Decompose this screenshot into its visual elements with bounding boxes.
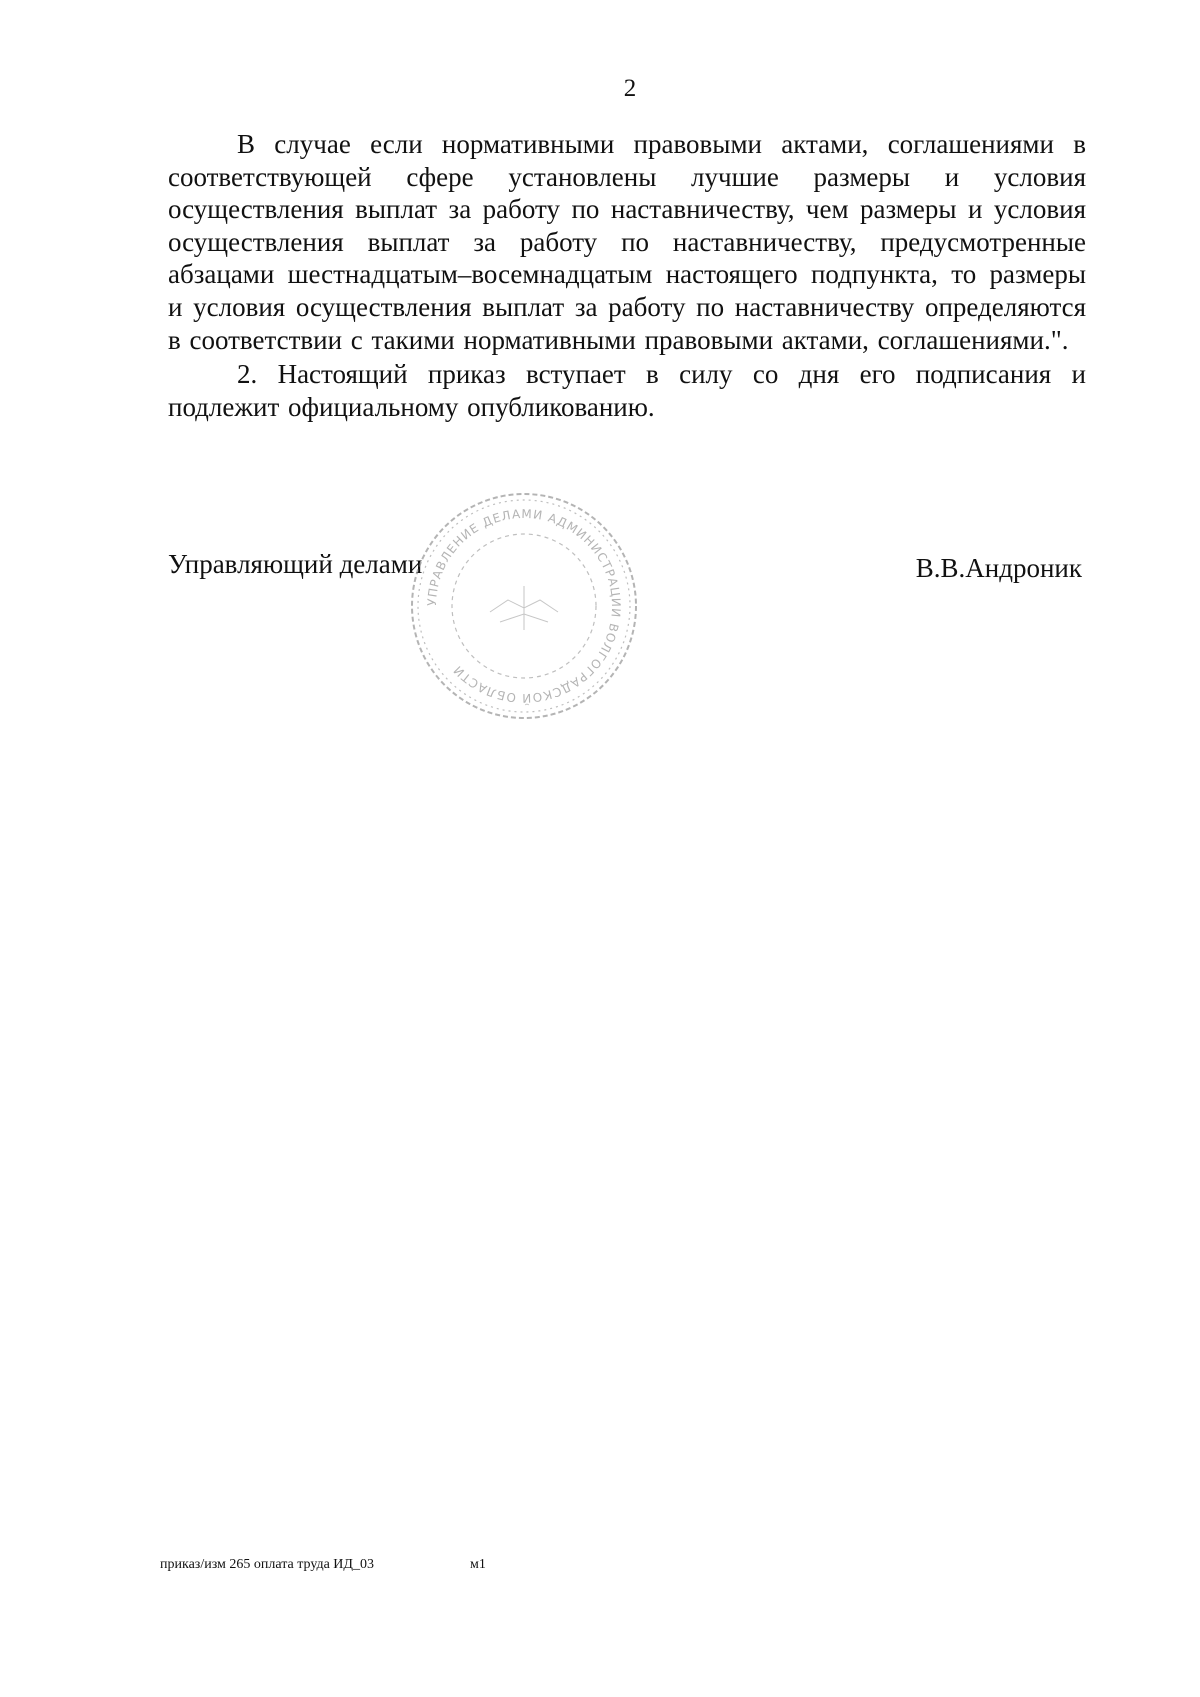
paragraph-mentoring-payments: В случае если нормативными правовыми актами, соглашениями в соответствующей сфере установлены лучшие размеры и условия осуществления выплат за работу по наставничеству, чем размеры и условия осуществления выплат за работу по наставничеству, предусмотренные абзацами шестнадцатым–восемнадцатым настоящего подпункта, то размеры и условия осуществления выплат за работу по наставничеству определяются в соответствии с такими нормативными правовыми актами, соглашениями.". [168,129,1086,355]
body-text [168,128,1086,423]
footer-mark: м1 [470,1557,486,1572]
page-number: 2 [623,75,637,102]
emblem-icon [490,586,558,630]
seal-ring-text: УПРАВЛЕНИЕ ДЕЛАМИ АДМИНИСТРАЦИИ ВОЛГОГРАДСКОЙ ОБЛАСТИ [424,506,624,706]
paragraph-effective-date: 2. Настоящий приказ вступает в силу со дня его подписания и подлежит официальному опубликованию. [168,359,1086,422]
official-seal-stamp [408,490,640,722]
signatory-name: В.В.Андроник [915,553,1082,583]
seal-graphic [408,490,640,722]
footer-document-reference: приказ/изм 265 оплата труда ИД_03 [160,1557,374,1572]
signatory-position: Управляющий делами [168,549,423,579]
